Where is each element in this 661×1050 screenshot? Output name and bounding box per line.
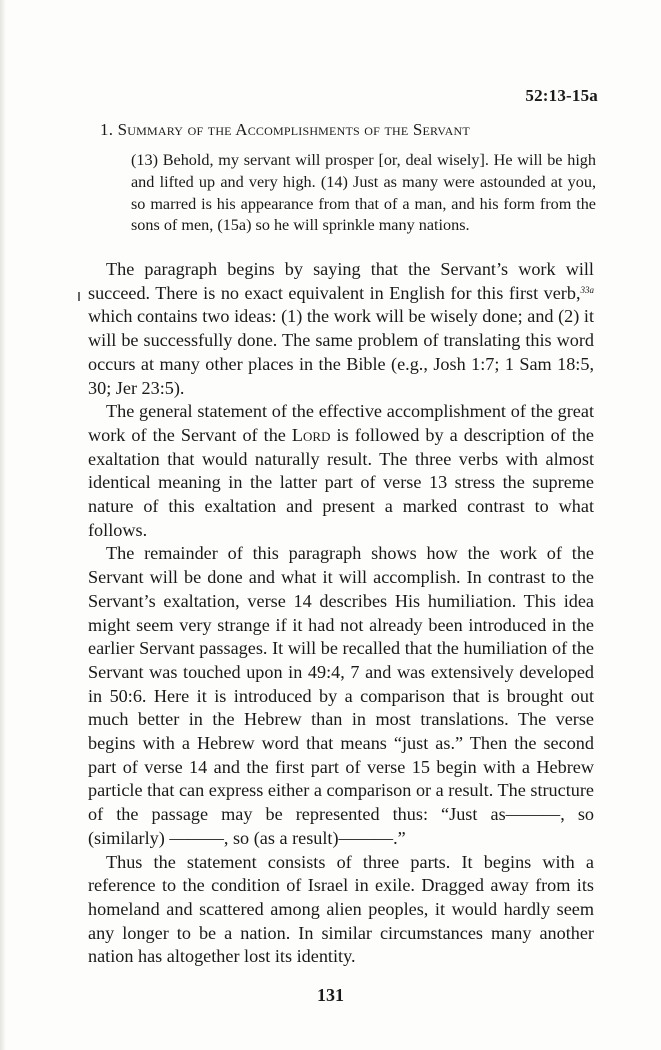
page-number: 131 xyxy=(317,985,344,1005)
paragraph-1-text-a: The paragraph begins by saying that the Servant’s work will succeed. There is no exact equivalent in English for this first verb, xyxy=(88,259,594,303)
section-heading xyxy=(100,120,600,140)
footnote-ref: 33a xyxy=(580,284,594,295)
paragraph-2-text-a: The general statement of the effective accomplishment of the great work of the Servant of the xyxy=(88,401,594,445)
paragraph-2 xyxy=(88,400,594,542)
body-text xyxy=(88,258,594,969)
margin-mark xyxy=(78,292,80,301)
section-title: Summary of the Accomplishments of the Servant xyxy=(117,120,470,139)
running-head: 52:13-15a xyxy=(525,86,598,105)
scripture-quote xyxy=(131,150,596,237)
paragraph-4: Thus the statement consists of three parts. It begins with a reference to the condition of Israel in exile. Dragged away from its homeland and scattered among alien peoples, it would hardly seem any longer to be a nation. In similar circumstances many another nation has altogether lost its identity. xyxy=(88,851,594,967)
lord-small-caps: Lord xyxy=(291,424,331,445)
paragraph-1 xyxy=(88,258,594,400)
page-edge-shadow xyxy=(0,0,6,1050)
paragraph-2-text-b: is followed by a description of the exaltation that would naturally result. The three verbs with almost identical meaning in the latter part of verse 13 stress the supreme nature of this exaltation and present a marked contrast to what follows. xyxy=(88,424,594,540)
paragraph-3: The remainder of this paragraph shows how the work of the Servant will be done and what it will accomplish. In contrast to the Servant’s exaltation, verse 14 describes His humiliation. This idea might seem very strange if it had not already been introduced in the earlier Servant passages. It will be recalled that the humiliation of the Servant was touched upon in 49:4, 7 and was extensively developed in 50:6. Here it is introduced by a comparison that is brought out much better in the Hebrew than in most translations. The verse begins with a Hebrew word that means “just as.” Then the second part of verse 14 and the first part of verse 15 begin with a Hebrew particle that can express either a comparison or a result. The structure of the passage may be represented thus: “Just as———, so (similarly) ———, so (as a result)———.” xyxy=(88,543,594,848)
paragraph-1-text-b: which contains two ideas: (1) the work will be wisely done; and (2) it will be successfully done. The same problem of translating this word occurs at many other places in the Bible (e.g., Josh 1:7; 1 Sam 18:5, 30; Jer 23:5). xyxy=(88,306,594,398)
section-number: 1. xyxy=(100,120,114,139)
quote-text: (13) Behold, my servant will prosper [or, deal wisely]. He will be high and lifted up and very high. (14) Just as many were astounded at you, so marred is his appearance from that of a man, and his form from the sons of men, (15a) so he will sprinkle many nations. xyxy=(131,151,596,235)
